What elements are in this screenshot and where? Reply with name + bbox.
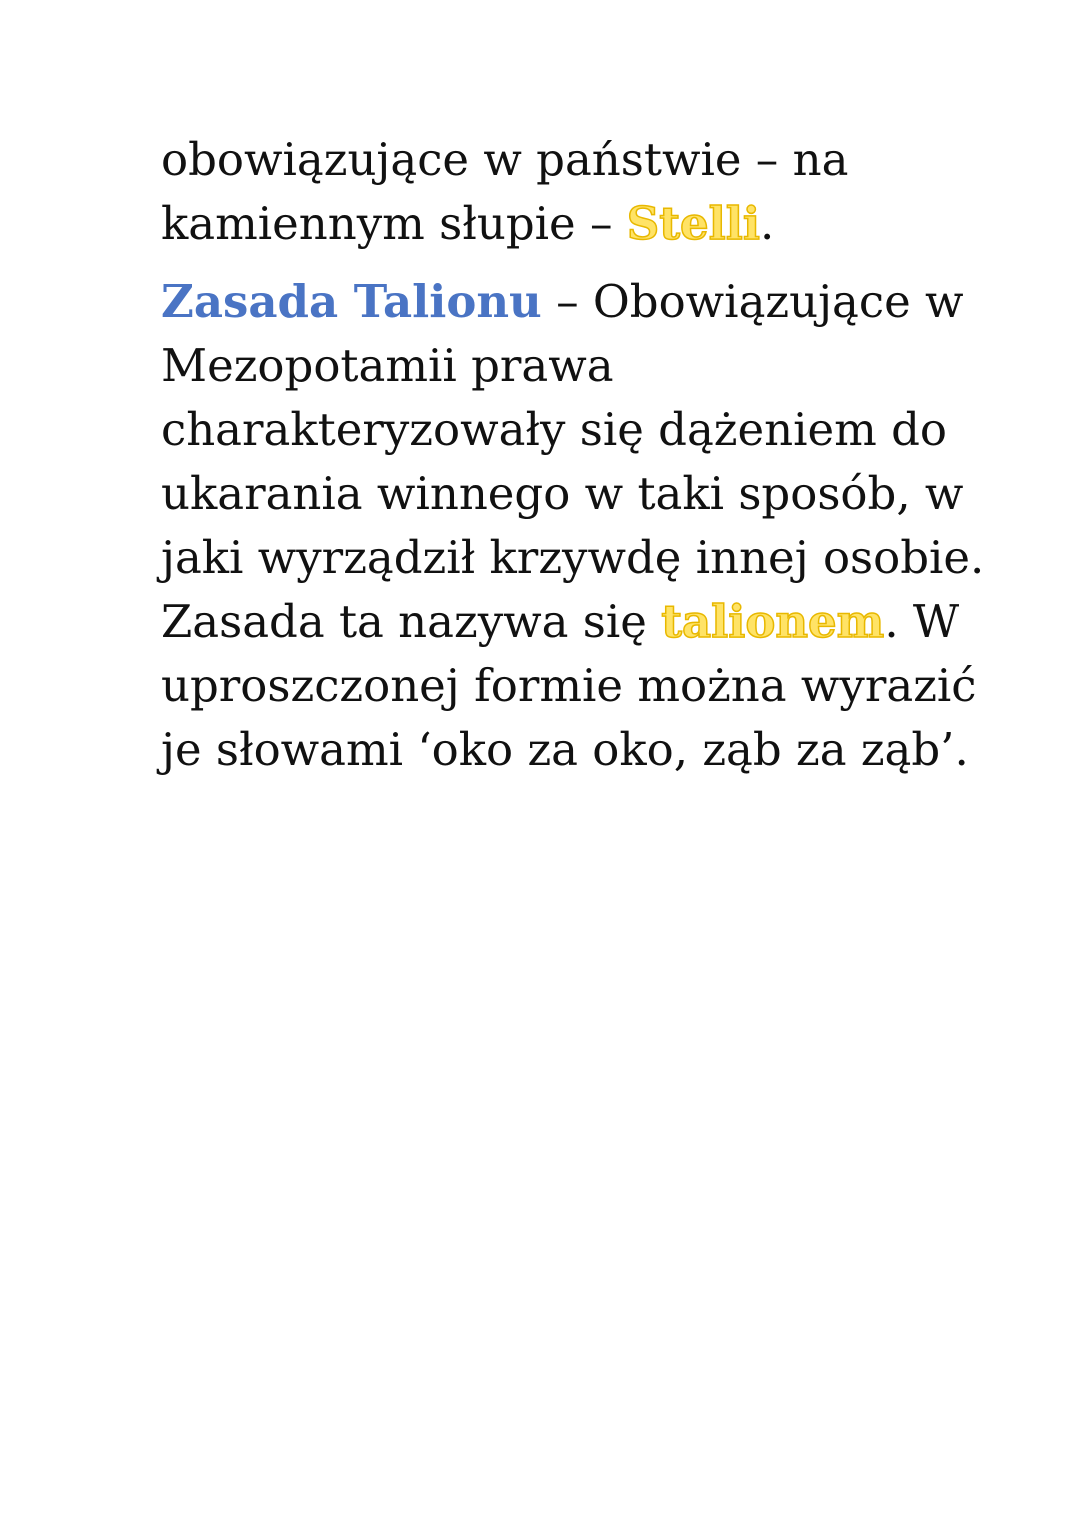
text-line <box>161 654 977 718</box>
text-line <box>161 590 961 654</box>
text-run: . <box>759 197 775 250</box>
text-line <box>161 192 961 256</box>
text-line <box>161 128 961 192</box>
text-run: kamiennym słupie – <box>161 197 627 250</box>
text-line <box>161 334 961 398</box>
text-run: uproszczonej formie można wyrazić <box>161 659 977 712</box>
text-line <box>161 462 964 526</box>
text-line <box>161 718 969 782</box>
text-run: obowiązujące w państwie – na <box>161 133 849 186</box>
term-heading-zasada-talionu: Zasada Talionu <box>161 275 542 328</box>
highlighted-term-talionem: talionem <box>661 595 885 648</box>
text-run: Zasada ta nazywa się <box>161 595 662 648</box>
text-run: je słowami ‘oko za oko, ząb za ząb’. <box>161 723 969 776</box>
text-line <box>161 526 985 590</box>
text-run: charakteryzowały się dążeniem do <box>161 403 948 456</box>
paragraph-talion <box>161 270 985 782</box>
text-run: . W <box>884 595 960 648</box>
text-line <box>161 270 964 334</box>
highlighted-term-stelli: Stelli <box>626 197 760 250</box>
text-run: ukarania winnego w taki sposób, w <box>161 467 964 520</box>
text-run: Mezopotamii prawa <box>161 339 614 392</box>
text-run: jaki wyrządził krzywdę innej osobie. <box>161 531 985 584</box>
document-body <box>161 128 985 796</box>
text-run: – Obowiązujące w <box>541 275 964 328</box>
text-line <box>161 398 961 462</box>
paragraph-stella <box>161 128 961 256</box>
